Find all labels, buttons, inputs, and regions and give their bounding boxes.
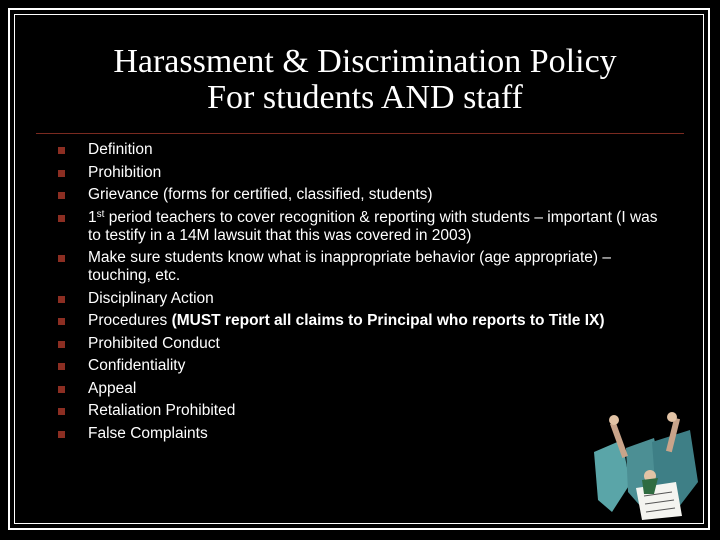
- title-line-1: Harassment & Discrimination Policy: [113, 43, 617, 80]
- title-line-2: For students AND staff: [207, 79, 523, 116]
- bullet-item: False Complaints: [58, 425, 658, 443]
- bullet-item: Definition: [58, 141, 658, 159]
- bullet-item: Appeal: [58, 380, 658, 398]
- bullet-square-icon: [58, 408, 65, 415]
- bullet-square-icon: [58, 255, 65, 262]
- bullet-item: Procedures (MUST report all claims to Principal who reports to Title IX): [58, 312, 658, 330]
- bullet-square-icon: [58, 431, 65, 438]
- bullet-square-icon: [58, 341, 65, 348]
- bullet-square-icon: [58, 296, 65, 303]
- people-gesturing-clipart-icon: [592, 412, 702, 522]
- bullet-square-icon: [58, 318, 65, 325]
- slide-title: [40, 44, 690, 116]
- bullet-square-icon: [58, 215, 65, 222]
- bullet-square-icon: [58, 170, 65, 177]
- bullet-square-icon: [58, 192, 65, 199]
- bullet-item: Make sure students know what is inappropriate behavior (age appropriate) – touching, etc.: [58, 249, 658, 285]
- bullet-list: [58, 141, 658, 447]
- bullet-item: Disciplinary Action: [58, 290, 658, 308]
- title-divider: [36, 133, 684, 134]
- bullet-item: Retaliation Prohibited: [58, 402, 658, 420]
- bullet-item: Grievance (forms for certified, classified, students): [58, 186, 658, 204]
- bullet-item: Prohibition: [58, 164, 658, 182]
- bullet-square-icon: [58, 147, 65, 154]
- bullet-square-icon: [58, 386, 65, 393]
- bullet-square-icon: [58, 363, 65, 370]
- bullet-item: Confidentiality: [58, 357, 658, 375]
- bullet-item: Prohibited Conduct: [58, 335, 658, 353]
- bullet-item: 1st period teachers to cover recognition & reporting with students – important (I was to testify in a 14M lawsuit that this was covered in 2003): [58, 209, 658, 245]
